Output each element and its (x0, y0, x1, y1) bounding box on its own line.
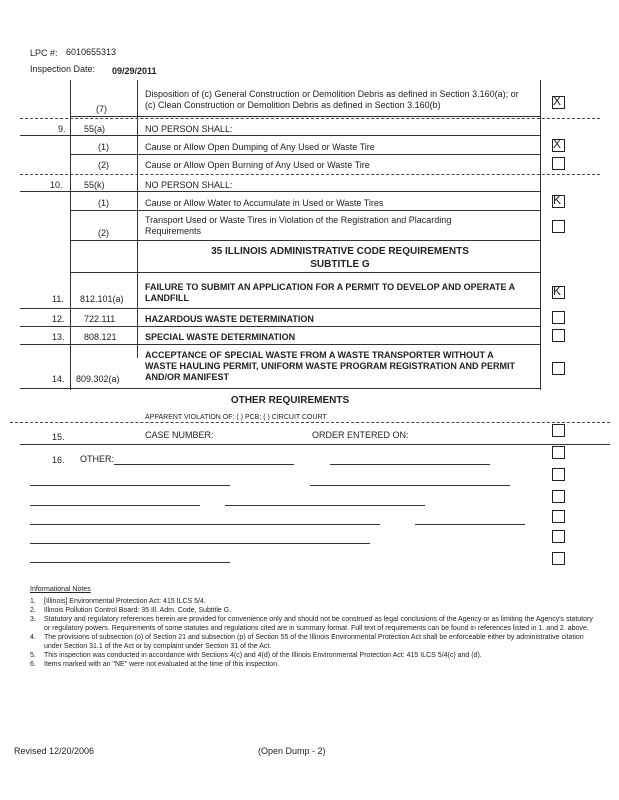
row-divider (70, 210, 540, 211)
row-sub-number: 809.302(a) (76, 374, 120, 384)
blank-line (415, 524, 525, 525)
blank-line (310, 485, 510, 486)
notes-title: Informational Notes (30, 586, 91, 593)
row-divider (20, 344, 540, 345)
row-number: 10. (50, 180, 63, 190)
row-text: ACCEPTANCE OF SPECIAL WASTE FROM A WASTE TRANSPORTER WITHOUT A WASTE HAULING PERMIT, UNIFORM WASTE PROGRAM REGISTRATION AND PERMIT AND/OR MANIFEST (145, 350, 515, 382)
note-item: 3. Statutory and regulatory references herein are provided for convenience only and should not be construed as legal conclusions of the Agency or as limiting the Agency's statutory or regulatory powers. Requirements of some statutes and regulations cited are in summary format. Full text of requirements can be found in references listed in 1. and 2. above. (30, 616, 593, 632)
lpc-number: 6010655313 (66, 47, 117, 57)
row-divider (20, 135, 540, 136)
checkbox[interactable] (552, 157, 565, 170)
note-item: 2. Illinois Pollution Control Board: 35 Ill. Adm. Code, Subtitle G. (30, 607, 232, 614)
blank-line (114, 464, 294, 465)
row-text: NO PERSON SHALL: (145, 124, 233, 134)
blank-line (30, 524, 380, 525)
checkbox[interactable] (552, 329, 565, 342)
row-text: Cause or Allow Open Dumping of Any Used or Waste Tire (145, 142, 375, 152)
row-text: Cause or Allow Open Burning of Any Used or Waste Tire (145, 160, 370, 170)
row-number: 16. (52, 455, 65, 465)
row-divider (70, 116, 540, 117)
page-label: (Open Dump - 2) (258, 746, 326, 756)
row-sub-number: 55(k) (84, 180, 105, 190)
revised-date: Revised 12/20/2006 (14, 746, 95, 756)
note-item: 4. The provisions of subsection (o) of Section 21 and subsection (p) of Section 55 of the Illinois Environmental Protection Act shall be enforceable either by administrative citation under Section 31.1 of the Act or by complaint under Section 31 of the Act. (30, 634, 584, 650)
row-number: 12. (52, 314, 65, 324)
note-item: 6. Items marked with an "NE" were not evaluated at the time of this inspection. (30, 661, 279, 668)
checkbox[interactable] (552, 362, 565, 375)
row-sub-number: 812.101(a) (80, 294, 124, 304)
blank-line (330, 464, 490, 465)
checkbox[interactable] (552, 220, 565, 233)
row-sub-number: (2) (98, 160, 109, 170)
checkbox[interactable] (552, 424, 565, 437)
notes-list (30, 597, 600, 669)
row-text: Cause or Allow Water to Accumulate in Used or Waste Tires (145, 198, 384, 208)
row-divider (20, 326, 540, 327)
row-number: 13. (52, 332, 65, 342)
blank-line (30, 485, 230, 486)
row-divider (20, 191, 540, 192)
row-sub-number: 722.111 (84, 314, 116, 324)
checkbox[interactable]: K (552, 286, 565, 299)
row-divider (20, 308, 540, 309)
checkbox[interactable] (552, 552, 565, 565)
case-number-label: CASE NUMBER: (145, 430, 214, 440)
blank-line (30, 543, 370, 544)
checkbox[interactable] (552, 446, 565, 459)
row-sub-number: (2) (98, 228, 109, 238)
blank-line (30, 562, 230, 563)
order-entered-label: ORDER ENTERED ON: (312, 430, 409, 440)
inspection-date-value: 09/29/2011 (112, 66, 157, 76)
row-text: APPARENT VIOLATION OF: ( ) PCB; ( ) CIRCUIT COURT (145, 414, 327, 421)
row-divider (70, 240, 540, 241)
row-divider (70, 154, 540, 155)
row-text: Disposition of (c) General Construction or Demolition Debris as defined in Section 3.160(a); or (c) Clean Construction or Demolition Debris as defined in Section 3.160(b) (145, 89, 519, 110)
table-col-divider (137, 80, 138, 358)
dashed-rule (20, 118, 600, 119)
row-text: FAILURE TO SUBMIT AN APPLICATION FOR A PERMIT TO DEVELOP AND OPERATE A LANDFILL (145, 282, 515, 303)
row-text: SPECIAL WASTE DETERMINATION (145, 332, 296, 342)
note-item: 1. [Illinois] Environmental Protection Act: 415 ILCS 5/4. (30, 598, 206, 605)
row-sub-number: (1) (98, 198, 109, 208)
checkbox[interactable] (552, 530, 565, 543)
section-subheading: SUBTITLE G (310, 259, 370, 270)
checkbox[interactable] (552, 311, 565, 324)
checkbox[interactable] (552, 468, 565, 481)
checkbox[interactable]: K (552, 195, 565, 208)
row-number: 14. (52, 374, 65, 384)
dashed-rule (20, 174, 600, 175)
row-divider (20, 444, 610, 445)
table-right-border (540, 80, 541, 390)
row-sub-number: (7) (96, 104, 107, 114)
checkbox[interactable]: X (552, 139, 565, 152)
lpc-label: LPC #: (30, 48, 58, 58)
inspection-date-label: Inspection Date: (30, 64, 96, 74)
row-text: HAZARDOUS WASTE DETERMINATION (145, 314, 314, 324)
checkbox[interactable] (552, 510, 565, 523)
row-text: NO PERSON SHALL: (145, 180, 233, 190)
row-divider (70, 272, 540, 273)
checkbox[interactable] (552, 490, 565, 503)
dashed-rule (10, 422, 610, 423)
checkbox[interactable]: X (552, 96, 565, 109)
note-item: 5. This inspection was conducted in accordance with Sections 4(c) and 4(d) of the Illinois Environmental Protection Act: 415 ILCS 5/4(c) and (d). (30, 652, 482, 659)
row-number: 9. (58, 124, 66, 134)
row-sub-number: 55(a) (84, 124, 106, 134)
row-text: Transport Used or Waste Tires in Violation of the Registration and Placarding Requirements (145, 215, 452, 236)
blank-line (225, 505, 425, 506)
row-sub-number: (1) (98, 142, 109, 152)
row-sub-number: 808.121 (84, 332, 117, 342)
section-heading: 35 ILLINOIS ADMINISTRATIVE CODE REQUIREMENTS (211, 246, 469, 257)
row-number: 15. (52, 432, 65, 442)
blank-line (30, 505, 200, 506)
other-label: OTHER: (80, 454, 115, 464)
other-heading: OTHER REQUIREMENTS (230, 395, 350, 406)
row-divider (20, 388, 540, 389)
row-number: 11. (52, 294, 64, 304)
